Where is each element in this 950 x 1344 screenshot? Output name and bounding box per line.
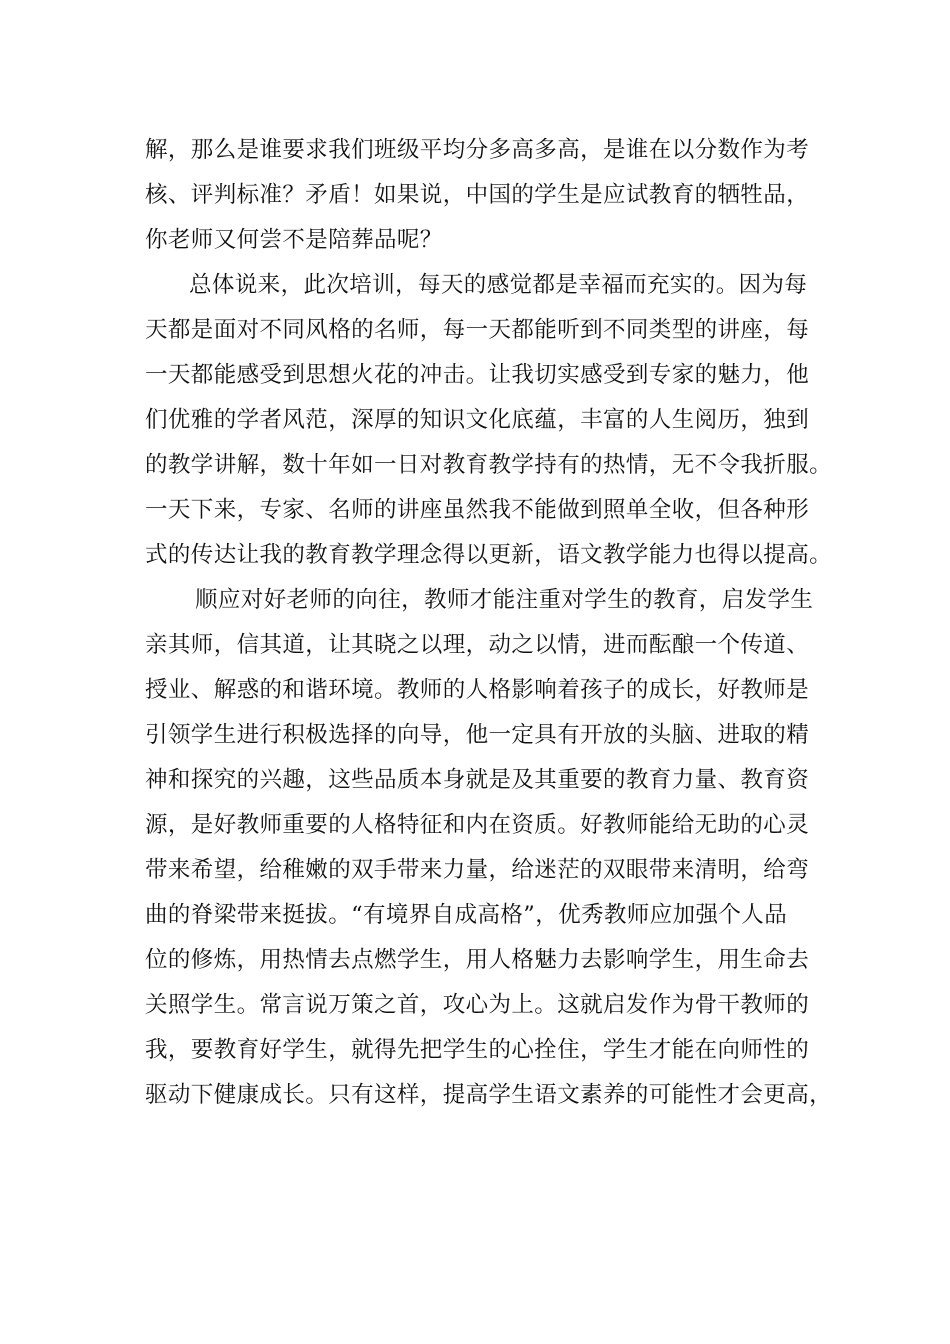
text-line: 神和探究的兴趣，这些品质本身就是及其重要的教育力量、教育资: [145, 767, 810, 793]
text-line: 天都是面对不同风格的名师，每一天都能听到不同类型的讲座，每: [145, 317, 810, 343]
text-line: 一天下来，专家、名师的讲座虽然我不能做到照单全收，但各种形: [145, 497, 810, 523]
text-line: 带来希望，给稚嫩的双手带来力量，给迷茫的双眼带来清明，给弯: [145, 857, 810, 883]
text-line: 解，那么是谁要求我们班级平均分多高多高，是谁在以分数作为考: [145, 137, 810, 163]
text-line: 我，要教育好学生，就得先把学生的心拴住，学生才能在向师性的: [145, 1037, 810, 1063]
paragraph-start-line: 顺应对好老师的向往，教师才能注重对学生的教育，启发学生: [195, 587, 814, 613]
text-line: 核、评判标准？矛盾！如果说，中国的学生是应试教育的牺牲品，: [145, 182, 810, 208]
paragraph-start-line: 总体说来，此次培训，每天的感觉都是幸福而充实的。因为每: [189, 272, 808, 298]
text-line: 关照学生。常言说万策之首，攻心为上。这就启发作为骨干教师的: [145, 992, 810, 1018]
text-line: 的教学讲解，数十年如一日对教育教学持有的热情，无不令我折服。: [145, 452, 833, 478]
text-line: 曲的脊梁带来挺拔。“有境界自成高格”，优秀教师应加强个人品: [145, 902, 788, 928]
text-line: 位的修炼，用热情去点燃学生，用人格魅力去影响学生，用生命去: [145, 947, 810, 973]
text-line: 亲其师，信其道，让其晓之以理，动之以情，进而酝酿一个传道、: [145, 632, 810, 658]
text-line: 引领学生进行积极选择的向导，他一定具有开放的头脑、进取的精: [145, 722, 810, 748]
text-line: 你老师又何尝不是陪葬品呢？: [145, 227, 443, 253]
text-line: 式的传达让我的教育教学理念得以更新，语文教学能力也得以提高。: [145, 542, 833, 568]
text-line: 一天都能感受到思想火花的冲击。让我切实感受到专家的魅力，他: [145, 362, 810, 388]
text-line: 驱动下健康成长。只有这样，提高学生语文素养的可能性才会更高，: [145, 1082, 833, 1108]
text-line: 源，是好教师重要的人格特征和内在资质。好教师能给无助的心灵: [145, 812, 810, 838]
text-line: 授业、解惑的和谐环境。教师的人格影响着孩子的成长，好教师是: [145, 677, 810, 703]
text-line: 们优雅的学者风范，深厚的知识文化底蕴，丰富的人生阅历，独到: [145, 407, 810, 433]
body-text: [145, 128, 835, 1118]
